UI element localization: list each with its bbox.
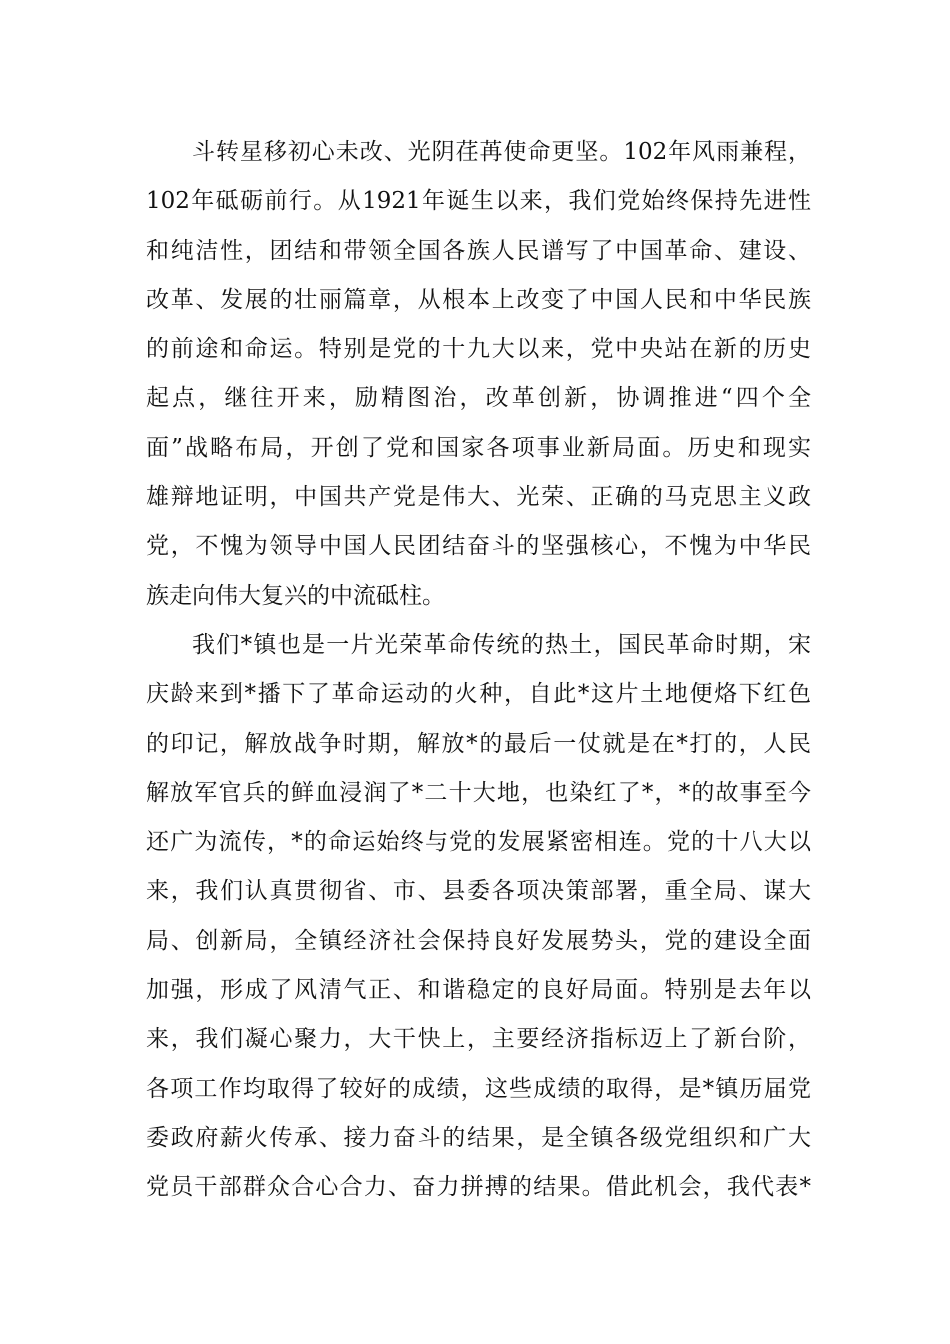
text-line: 斗转星移初心未改、光阴荏苒使命更坚。102年风雨兼程， bbox=[192, 139, 811, 165]
text-line: 族走向伟大复兴的中流砥柱。 bbox=[146, 582, 445, 609]
text-line: 党员干部群众合心合力、奋力拼搏的结果。借此机会，我代表* bbox=[146, 1174, 811, 1201]
text-line: 来，我们凝心聚力，大干快上，主要经济指标迈上了新台阶， bbox=[146, 1026, 811, 1053]
text-line: 雄辩地证明，中国共产党是伟大、光荣、正确的马克思主义政 bbox=[146, 484, 811, 511]
document-body bbox=[146, 128, 811, 1213]
paragraph bbox=[146, 128, 811, 621]
text-line: 改革、发展的壮丽篇章，从根本上改变了中国人民和中华民族 bbox=[146, 286, 811, 313]
text-line: 来，我们认真贯彻省、市、县委各项决策部署，重全局、谋大 bbox=[146, 878, 811, 905]
text-line: 委政府薪火传承、接力奋斗的结果，是全镇各级党组织和广大 bbox=[146, 1124, 811, 1151]
text-line: 各项工作均取得了较好的成绩，这些成绩的取得，是*镇历届党 bbox=[146, 1075, 811, 1102]
text-line: 庆龄来到*播下了革命运动的火种，自此*这片土地便烙下红色 bbox=[146, 681, 811, 708]
text-line: 我们*镇也是一片光荣革命传统的热土，国民革命时期，宋 bbox=[192, 631, 811, 658]
text-line: 的前途和命运。特别是党的十九大以来，党中央站在新的历史 bbox=[146, 336, 811, 363]
text-line: 的印记，解放战争时期，解放*的最后一仗就是在*打的，人民 bbox=[146, 730, 811, 757]
text-line: 起点，继往开来，励精图治，改革创新，协调推进“四个全 bbox=[146, 385, 811, 412]
text-line: 面”战略布局，开创了党和国家各项事业新局面。历史和现实 bbox=[146, 434, 811, 461]
text-line: 102年砥砺前行。从1921年诞生以来，我们党始终保持先进性 bbox=[146, 188, 811, 215]
text-line: 还广为流传，*的命运始终与党的发展紧密相连。党的十八大以 bbox=[146, 829, 811, 856]
paragraph bbox=[146, 621, 811, 1213]
text-line: 局、创新局，全镇经济社会保持良好发展势头，党的建设全面 bbox=[146, 927, 811, 954]
text-line: 加强，形成了风清气正、和谐稳定的良好局面。特别是去年以 bbox=[146, 977, 811, 1004]
text-line: 和纯洁性，团结和带领全国各族人民谱写了中国革命、建设、 bbox=[146, 237, 811, 264]
text-line: 党，不愧为领导中国人民团结奋斗的坚强核心，不愧为中华民 bbox=[146, 533, 811, 560]
text-line: 解放军官兵的鲜血浸润了*二十大地，也染红了*，*的故事至今 bbox=[146, 779, 811, 806]
